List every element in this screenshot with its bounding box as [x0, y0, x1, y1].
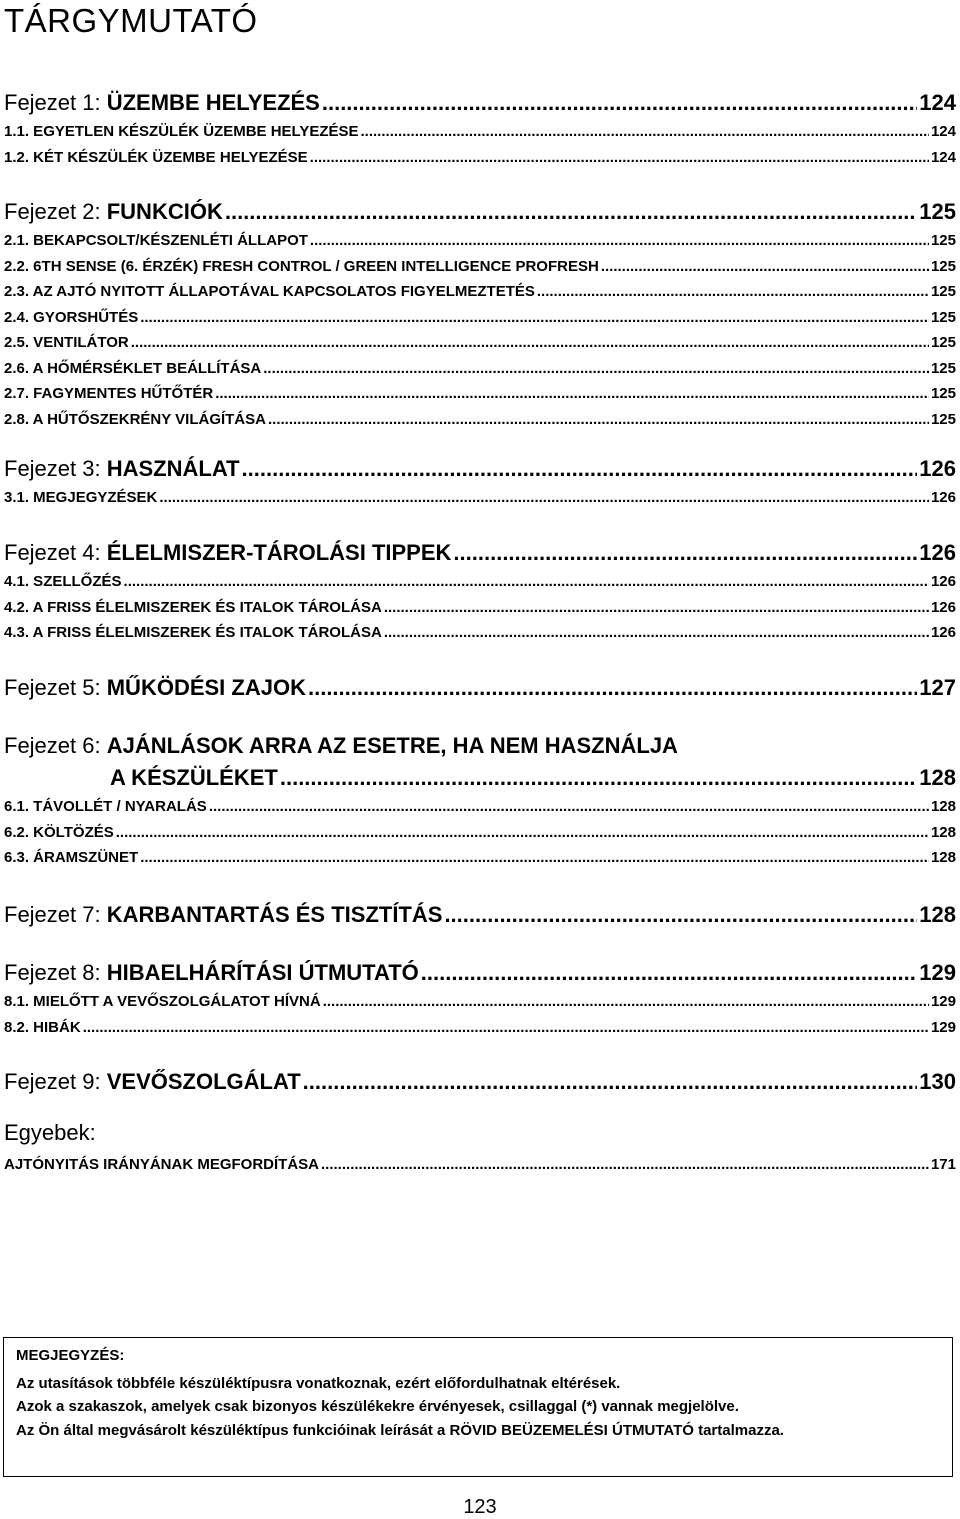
- toc-entry[interactable]: [4, 595, 956, 621]
- entry-label: 8.1. MIELŐTT A VEVŐSZOLGÁLATOT HÍVNÁ: [4, 993, 321, 1010]
- toc-entry[interactable]: [4, 820, 956, 846]
- leader-dots: [384, 620, 929, 646]
- entry-label: 2.2. 6TH SENSE (6. ÉRZÉK) FRESH CONTROL / GREEN INTELLIGENCE PROFRESH: [4, 257, 599, 275]
- toc-entry[interactable]: [4, 1152, 956, 1178]
- entry-page: 125: [930, 283, 956, 300]
- toc-entry[interactable]: [4, 356, 956, 382]
- chapter-title-line2: A KÉSZÜLÉKET: [110, 765, 278, 790]
- leader-dots: [444, 899, 917, 931]
- chapter-page: 126: [919, 456, 956, 481]
- note-line: Az utasítások többféle készüléktípusra vonatkoznak, ezért előfordulhatnak eltérések.: [16, 1374, 621, 1392]
- chapter-page: 126: [919, 540, 956, 565]
- chapter-title: FUNKCIÓK: [106, 199, 223, 224]
- chapter-prefix: Fejezet 1:: [4, 90, 101, 115]
- entry-label: 4.1. SZELLŐZÉS: [4, 573, 122, 590]
- entry-page: 125: [930, 334, 956, 351]
- entry-page: 126: [930, 624, 956, 641]
- toc-entry[interactable]: [4, 254, 956, 280]
- chapter-prefix: Fejezet 2:: [4, 199, 101, 224]
- chapter-8-block: [4, 957, 956, 1040]
- entry-label: 4.2. A FRISS ÉLELMISZEREK ÉS ITALOK TÁROLÁSA: [4, 598, 382, 616]
- chapter-title: HASZNÁLAT: [106, 456, 240, 481]
- entry-page: 129: [930, 993, 956, 1010]
- chapter-title: VEVŐSZOLGÁLAT: [106, 1069, 301, 1094]
- leader-dots: [215, 381, 929, 407]
- toc-chapter-1[interactable]: [4, 87, 956, 119]
- entry-page: 124: [930, 148, 956, 166]
- entry-label: 2.1. BEKAPCSOLT/KÉSZENLÉTI ÁLLAPOT: [4, 232, 308, 249]
- chapter-title-line1: AJÁNLÁSOK ARRA AZ ESETRE, HA NEM HASZNÁLJA: [106, 733, 678, 758]
- chapter-title: KARBANTARTÁS ÉS TISZTÍTÁS: [106, 902, 443, 927]
- leader-dots: [263, 356, 929, 382]
- chapter-page: 129: [919, 960, 956, 985]
- leader-dots: [268, 407, 929, 433]
- leader-dots: [323, 989, 929, 1015]
- toc-chapter-3[interactable]: [4, 453, 956, 485]
- toc-entry[interactable]: [4, 794, 956, 820]
- leader-dots: [384, 595, 929, 621]
- leader-dots: [242, 453, 918, 485]
- entry-page: 126: [930, 573, 956, 590]
- toc-chapter-7[interactable]: [4, 899, 956, 931]
- leader-dots: [601, 254, 929, 280]
- leader-dots: [225, 196, 917, 228]
- entry-page: 128: [930, 798, 956, 815]
- toc-entry[interactable]: [4, 305, 956, 331]
- toc-entry[interactable]: [4, 228, 956, 254]
- note-line: Az Ön által megvásárolt készüléktípus funkcióinak leírását a RÖVID BEÜZEMELÉSI ÚTMUTATÓ tartalmazza.: [16, 1421, 784, 1439]
- leader-dots: [140, 305, 929, 331]
- entry-label: 1.1. EGYETLEN KÉSZÜLÉK ÜZEMBE HELYEZÉSE: [4, 123, 359, 140]
- misc-block: [4, 1152, 956, 1178]
- leader-dots: [124, 569, 929, 595]
- entry-page: 125: [930, 232, 956, 249]
- chapter-page: 124: [919, 90, 956, 115]
- chapter-page: 125: [919, 199, 956, 224]
- chapter-prefix: Fejezet 6:: [4, 733, 101, 758]
- chapter-6-block: [4, 730, 956, 871]
- entry-label: AJTÓNYITÁS IRÁNYÁNAK MEGFORDÍTÁSA: [4, 1156, 320, 1173]
- toc-entry[interactable]: [4, 485, 956, 511]
- entry-page: 125: [930, 257, 956, 275]
- entry-label: 2.5. VENTILÁTOR: [4, 334, 129, 351]
- chapter-prefix: Fejezet 4:: [4, 540, 101, 565]
- entry-page: 128: [930, 849, 956, 866]
- chapter-prefix: Fejezet 3:: [4, 456, 101, 481]
- entry-label: 2.4. GYORSHŰTÉS: [4, 308, 139, 326]
- note-line: Azok a szakaszok, amelyek csak bizonyos készülékekre érvényesek, csillaggal (*) vannak megjelölve.: [16, 1398, 739, 1415]
- leader-dots: [361, 119, 929, 145]
- leader-dots: [280, 762, 917, 794]
- entry-page: 125: [930, 308, 956, 326]
- note-title: MEGJEGYZÉS:: [16, 1347, 125, 1364]
- entry-label: 3.1. MEGJEGYZÉSEK: [4, 489, 158, 506]
- chapter-title: ÜZEMBE HELYEZÉS: [106, 90, 320, 115]
- entry-page: 129: [930, 1018, 956, 1036]
- entry-label: 6.3. ÁRAMSZÜNET: [4, 849, 139, 866]
- toc-chapter-8[interactable]: [4, 957, 956, 989]
- note-box: [3, 1337, 953, 1477]
- chapter-prefix: Fejezet 9:: [4, 1069, 101, 1094]
- toc-chapter-9[interactable]: [4, 1066, 956, 1098]
- entry-page: 128: [930, 823, 956, 841]
- toc-entry[interactable]: [4, 330, 956, 356]
- chapter-7-block: [4, 899, 956, 931]
- entry-label: 2.3. AZ AJTÓ NYITOTT ÁLLAPOTÁVAL KAPCSOLATOS FIGYELMEZTETÉS: [4, 283, 535, 300]
- chapter-prefix: Fejezet 8:: [4, 960, 101, 985]
- chapter-page: 127: [919, 675, 956, 700]
- entry-label: 2.7. FAGYMENTES HŰTŐTÉR: [4, 385, 214, 402]
- entry-label: 6.1. TÁVOLLÉT / NYARALÁS: [4, 798, 207, 815]
- chapter-prefix: Fejezet 5:: [4, 675, 101, 700]
- entry-page: 125: [930, 410, 956, 428]
- leader-dots: [308, 672, 917, 704]
- chapter-page: 128: [919, 765, 956, 790]
- entry-label: 8.2. HIBÁK: [4, 1018, 81, 1036]
- entry-label: 4.3. A FRISS ÉLELMISZEREK ÉS ITALOK TÁROLÁSA: [4, 624, 382, 641]
- entry-label: 2.8. A HŰTŐSZEKRÉNY VILÁGÍTÁSA: [4, 410, 266, 428]
- leader-dots: [537, 279, 929, 305]
- toc-chapter-4[interactable]: [4, 537, 956, 569]
- leader-dots: [322, 87, 917, 119]
- chapter-9-block: [4, 1066, 956, 1098]
- leader-dots: [303, 1066, 918, 1098]
- toc-chapter-6-line1[interactable]: [4, 730, 956, 762]
- toc-chapter-6-line2[interactable]: [4, 762, 956, 794]
- entry-page: 124: [930, 123, 956, 140]
- entry-page: 125: [930, 385, 956, 402]
- chapter-1-block: [4, 87, 956, 170]
- toc-entry[interactable]: [4, 845, 956, 871]
- chapter-prefix: Fejezet 7:: [4, 902, 101, 927]
- leader-dots: [140, 845, 929, 871]
- entry-label: 2.6. A HŐMÉRSÉKLET BEÁLLÍTÁSA: [4, 359, 262, 377]
- toc-entry[interactable]: [4, 407, 956, 433]
- leader-dots: [83, 1015, 929, 1041]
- chapter-2-block: [4, 196, 956, 432]
- toc-entry[interactable]: [4, 1015, 956, 1041]
- entry-label: 1.2. KÉT KÉSZÜLÉK ÜZEMBE HELYEZÉSE: [4, 148, 308, 166]
- chapter-title: MŰKÖDÉSI ZAJOK: [106, 675, 306, 700]
- leader-dots: [310, 145, 929, 171]
- chapter-title: HIBAELHÁRÍTÁSI ÚTMUTATÓ: [106, 960, 419, 985]
- entry-page: 125: [930, 359, 956, 377]
- toc-entry[interactable]: [4, 620, 956, 646]
- chapter-5-block: [4, 672, 956, 704]
- leader-dots: [159, 485, 929, 511]
- leader-dots: [421, 957, 918, 989]
- toc-entry[interactable]: [4, 119, 956, 145]
- toc-entry[interactable]: [4, 145, 956, 171]
- chapter-4-block: [4, 537, 956, 646]
- toc-chapter-2[interactable]: [4, 196, 956, 228]
- chapter-page: 128: [919, 902, 956, 927]
- entry-page: 171: [930, 1156, 956, 1173]
- entry-page: 126: [930, 489, 956, 506]
- leader-dots: [209, 794, 929, 820]
- entry-label: 6.2. KÖLTÖZÉS: [4, 823, 114, 841]
- leader-dots: [321, 1152, 929, 1178]
- chapter-3-block: [4, 453, 956, 511]
- page-number: 123: [463, 1496, 497, 1518]
- toc-chapter-5[interactable]: [4, 672, 956, 704]
- misc-heading: Egyebek:: [4, 1120, 96, 1145]
- toc-entry[interactable]: [4, 279, 956, 305]
- chapter-title: ÉLELMISZER-TÁROLÁSI TIPPEK: [106, 540, 452, 565]
- toc-entry[interactable]: [4, 569, 956, 595]
- entry-page: 126: [930, 598, 956, 616]
- leader-dots: [116, 820, 929, 846]
- toc-entry[interactable]: [4, 989, 956, 1015]
- leader-dots: [453, 537, 917, 569]
- page-title: TÁRGYMUTATÓ: [4, 2, 258, 39]
- chapter-page: 130: [919, 1069, 956, 1094]
- leader-dots: [310, 228, 929, 254]
- leader-dots: [131, 330, 929, 356]
- toc-entry[interactable]: [4, 381, 956, 407]
